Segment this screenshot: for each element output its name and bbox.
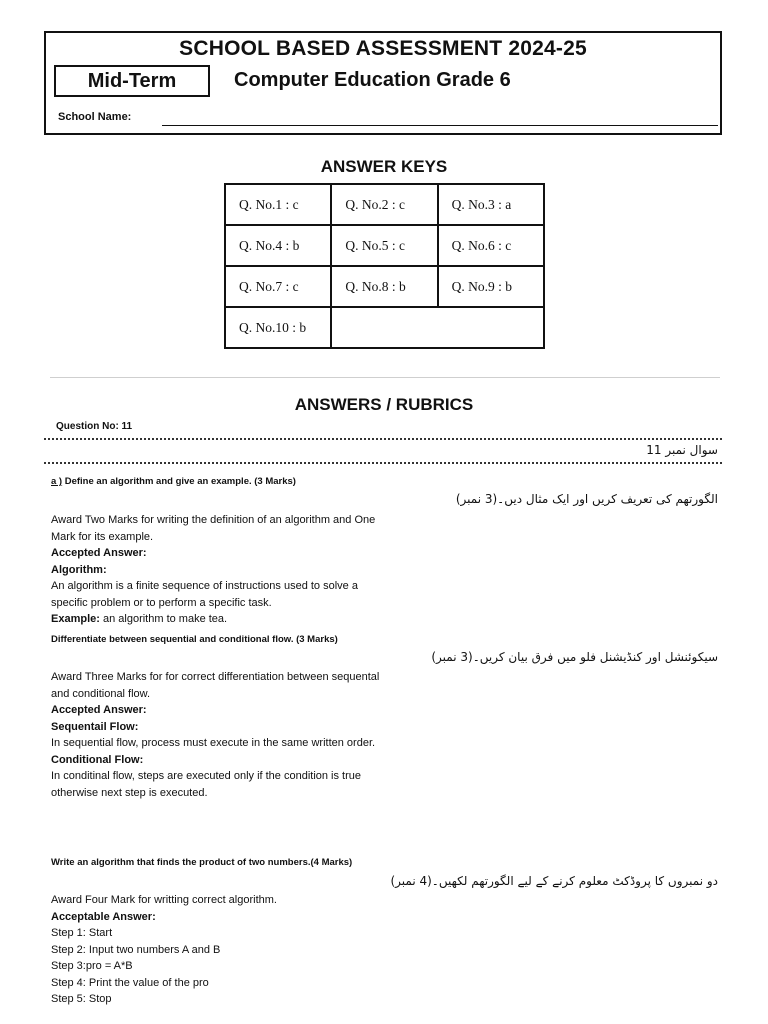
line-text: In sequential flow, process must execute in the same written order. bbox=[51, 737, 376, 749]
line-text: Award Three Marks for for correct differentiation between sequental and conditional flow. bbox=[51, 671, 380, 700]
line-bold: Example: bbox=[51, 613, 100, 625]
answer-key-cell: Q. No.7 : c bbox=[225, 266, 331, 307]
answer-key-cell: Q. No.4 : b bbox=[225, 225, 331, 266]
line-bold: Conditional Flow: bbox=[51, 753, 144, 766]
line-text: Award Two Marks for writing the definition of an algorithm and One Mark for its example. bbox=[51, 514, 376, 543]
text-line bbox=[51, 512, 391, 545]
text-line bbox=[51, 719, 391, 736]
part-b-body bbox=[51, 669, 391, 801]
answer-keys-title: ANSWER KEYS bbox=[320, 157, 448, 176]
answer-key-cell: Q. No.9 : b bbox=[438, 266, 544, 307]
line-text: An algorithm is a finite sequence of instructions used to solve a specific problem or to perform a specific task. bbox=[51, 580, 358, 609]
text-line bbox=[51, 562, 391, 579]
text-line bbox=[51, 545, 391, 562]
line-text: Step 1: Start bbox=[51, 927, 113, 939]
answer-key-cell: Q. No.5 : c bbox=[331, 225, 437, 266]
text-line bbox=[51, 578, 391, 611]
answer-key-cell: Q. No.6 : c bbox=[438, 225, 544, 266]
question-number-urdu: سوال نمبر 11 bbox=[646, 443, 718, 457]
part-b-urdu: سیکوئنشل اور کنڈیشنل فلو میں فرق بیان کریں۔(3 نمبر) bbox=[431, 650, 718, 664]
answer-key-cell: Q. No.8 : b bbox=[331, 266, 437, 307]
line-text: In conditinal flow, steps are executed only if the condition is true otherwise next step is executed. bbox=[51, 770, 362, 799]
part-a-prefix: a ) bbox=[51, 476, 63, 487]
text-line bbox=[51, 925, 391, 942]
text-line bbox=[51, 942, 391, 959]
answer-key-cell: Q. No.2 : c bbox=[331, 184, 437, 225]
line-bold: Algorithm: bbox=[51, 563, 107, 576]
line-bold: Accepted Answer: bbox=[51, 547, 147, 559]
answer-key-cell: Q. No.3 : a bbox=[438, 184, 544, 225]
table-row bbox=[225, 307, 544, 348]
part-a-urdu: الگورتھم کی تعریف کریں اور ایک مثال دیں۔(3 نمبر) bbox=[455, 492, 718, 506]
line-text: Step 5: Stop bbox=[51, 993, 112, 1005]
answer-key-cell: Q. No.10 : b bbox=[225, 307, 331, 348]
line-bold: Sequentail Flow: bbox=[51, 720, 139, 733]
header-box bbox=[44, 31, 722, 135]
subject-title: Computer Education Grade 6 bbox=[234, 69, 511, 91]
text-line bbox=[51, 702, 391, 719]
table-row bbox=[225, 184, 544, 225]
empty-cell bbox=[331, 307, 544, 348]
part-a-heading bbox=[51, 476, 296, 487]
school-name-label: School Name: bbox=[58, 111, 132, 123]
text-line bbox=[51, 909, 391, 926]
part-a-heading-text: Define an algorithm and give an example. (3 Marks) bbox=[62, 476, 296, 487]
text-line bbox=[51, 768, 391, 801]
answer-key-cell: Q. No.1 : c bbox=[225, 184, 331, 225]
line-text: Step 2: Input two numbers A and B bbox=[51, 943, 221, 956]
part-b-heading: Differentiate between sequential and conditional flow. (3 Marks) bbox=[51, 634, 338, 645]
part-a-body bbox=[51, 512, 391, 628]
text-line bbox=[51, 611, 391, 628]
section-divider bbox=[50, 377, 720, 378]
text-line bbox=[51, 669, 391, 702]
text-line bbox=[51, 752, 391, 769]
dotted-divider bbox=[44, 462, 722, 464]
text-line bbox=[51, 975, 391, 992]
term-badge: Mid-Term bbox=[54, 65, 210, 97]
text-line bbox=[51, 892, 391, 909]
table-row bbox=[225, 225, 544, 266]
text-line bbox=[51, 958, 391, 975]
line-text: Award Four Mark for writting correct algorithm. bbox=[51, 894, 277, 906]
text-line bbox=[51, 735, 391, 752]
table-row bbox=[225, 266, 544, 307]
line-text: Step 4: Print the value of the pro bbox=[51, 976, 209, 989]
line-bold: Acceptable Answer: bbox=[51, 910, 156, 923]
answer-keys-table bbox=[224, 183, 545, 349]
rubrics-title: ANSWERS / RUBRICS bbox=[294, 395, 474, 414]
part-c-urdu: دو نمبروں کا پروڈکٹ معلوم کرنے کے لیے الگورتھم لکھیں۔(4 نمبر) bbox=[390, 874, 718, 888]
assessment-title: SCHOOL BASED ASSESSMENT 2024-25 bbox=[179, 37, 587, 60]
part-c-body bbox=[51, 892, 391, 1008]
line-bold: Accepted Answer: bbox=[51, 704, 147, 716]
dotted-divider bbox=[44, 438, 722, 440]
question-number: Question No: 11 bbox=[56, 421, 133, 432]
line-text: Step 3:pro = A*B bbox=[51, 960, 133, 972]
school-name-line bbox=[162, 125, 718, 126]
line-text: an algorithm to make tea. bbox=[99, 613, 228, 625]
part-c-heading: Write an algorithm that finds the product of two numbers.(4 Marks) bbox=[51, 857, 353, 868]
text-line bbox=[51, 991, 391, 1008]
